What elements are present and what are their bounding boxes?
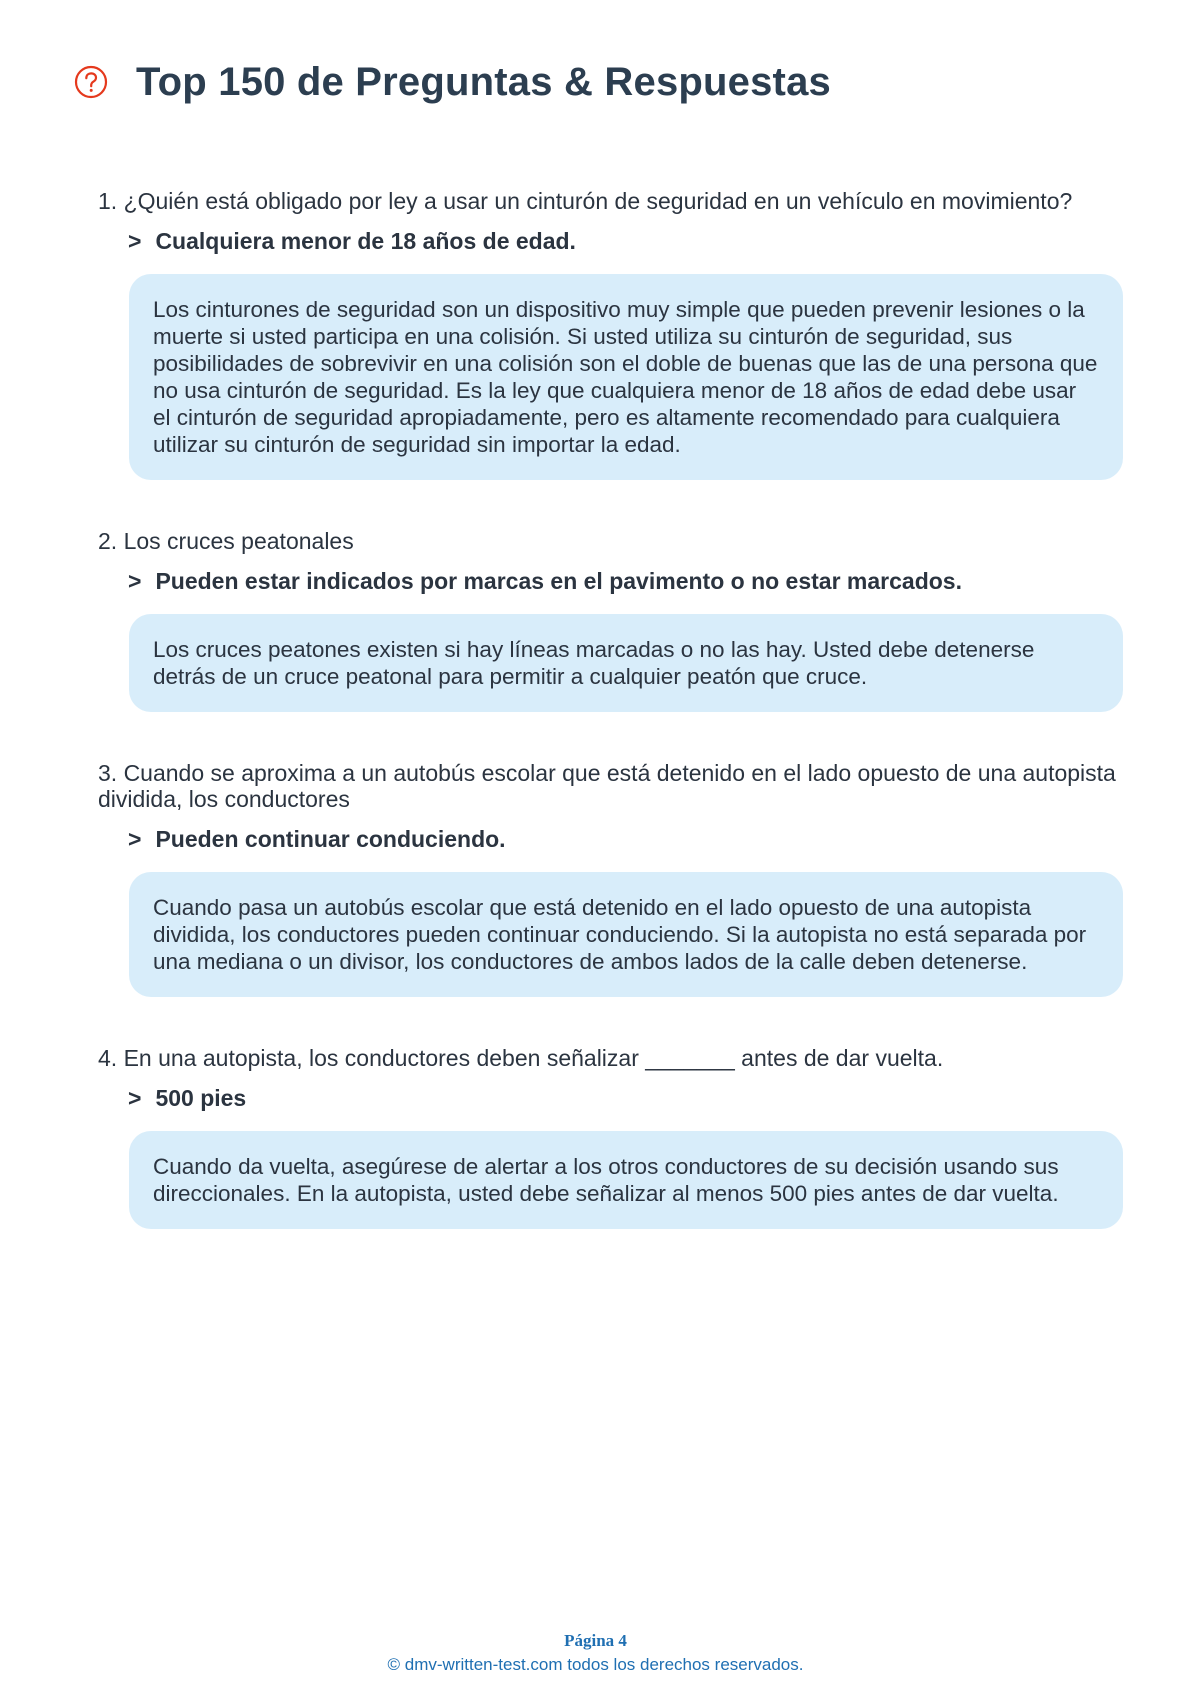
explanation-box: Cuando da vuelta, asegúrese de alertar a los otros conductores de su decisión usando sus direccionales. En la autopista, usted debe señalizar al menos 500 pies antes de dar vuelta. [129,1131,1123,1229]
answer [128,228,1123,254]
explanation-box: Los cinturones de seguridad son un dispositivo muy simple que pueden prevenir lesiones o la muerte si usted participa en una colisión. Si usted utiliza su cinturón de seguridad, sus posibilidades de sobrevivir en una colisión son el doble de buenas que las de una persona que no usa cinturón de seguridad. Es la ley que cualquiera menor de 18 años de edad debe usar el cinturón de seguridad apropiadamente, pero es altamente recomendado para cualquiera utilizar su cinturón de seguridad sin importar la edad. [129,274,1123,480]
question-text: 3. Cuando se aproxima a un autobús escolar que está detenido en el lado opuesto de una autopista dividida, los conductores [98,760,1116,812]
answer [128,568,1123,594]
question-text: 1. ¿Quién está obligado por ley a usar un cinturón de seguridad en un vehículo en movimiento? [98,188,1073,214]
answer-text: Pueden estar indicados por marcas en el pavimento o no estar marcados. [155,568,962,594]
answer-text: Cualquiera menor de 18 años de edad. [155,228,576,254]
answer-marker: > [128,1085,142,1111]
question-text: 2. Los cruces peatonales [98,528,354,554]
page-number: Página 4 [564,1631,627,1650]
copyright-notice: © dmv-written-test.com todos los derechos reservados. [387,1655,804,1674]
question-circle-icon [74,65,108,99]
qa-item [98,188,1123,480]
explanation-box: Cuando pasa un autobús escolar que está detenido en el lado opuesto de una autopista dividida, los conductores pueden continuar conduciendo. Si la autopista no está separada por una mediana o un divisor, los conductores de ambos lados de la calle deben detenerse. [129,872,1123,997]
answer [128,1085,1123,1111]
answer-text: 500 pies [155,1085,247,1111]
answer [128,826,1123,852]
answer-marker: > [128,826,142,852]
answer-marker: > [128,228,142,254]
question-text: 4. En una autopista, los conductores deben señalizar _______ antes de dar vuelta. [98,1045,944,1071]
explanation-box: Los cruces peatones existen si hay líneas marcadas o no las hay. Usted debe detenerse detrás de un cruce peatonal para permitir a cualquier peatón que cruce. [129,614,1123,712]
qa-item [98,760,1123,997]
page-header [74,62,831,102]
qa-item [98,528,1123,712]
page-title: Top 150 de Preguntas & Respuestas [136,60,831,104]
answer-text: Pueden continuar conduciendo. [155,826,506,852]
answer-marker: > [128,568,142,594]
qa-item [98,1045,1123,1229]
qa-list [98,188,1123,1277]
